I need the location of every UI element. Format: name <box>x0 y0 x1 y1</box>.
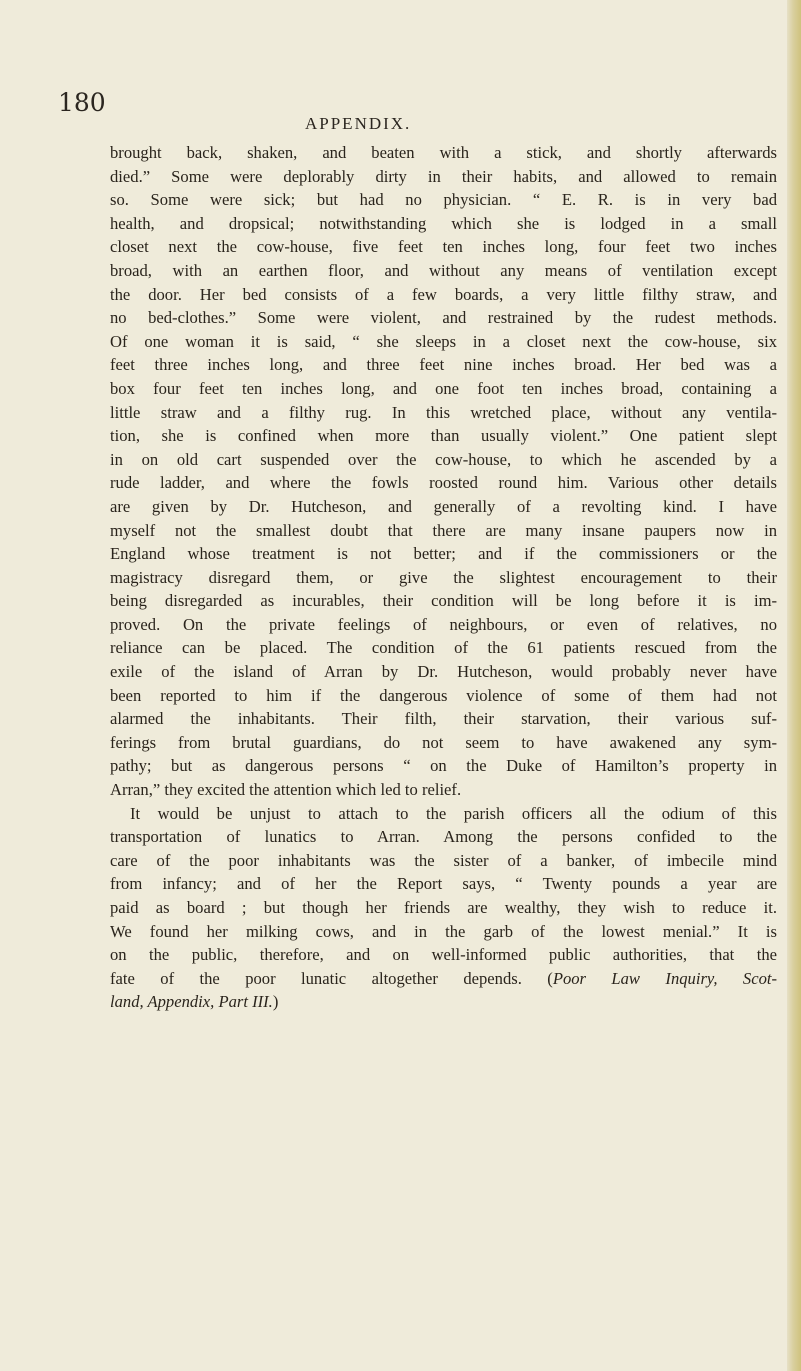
page-number: 180 <box>58 88 106 117</box>
paragraph-end-line: Arran,” they excited the attention which led to relief. <box>110 780 462 800</box>
text-line: We found her milking cows, and in the garb of the lowest menial.” It is <box>110 921 777 941</box>
text-line: Of one woman it is said, “ she sleeps in a closet next the cow-house, six <box>110 331 777 351</box>
text-line: closet next the cow-house, five feet ten inches long, four feet two inches <box>110 237 777 257</box>
text-line: little straw and a filthy rug. In this wretched place, without any ventila- <box>110 402 777 422</box>
text-line: myself not the smallest doubt that there are many insane paupers now in <box>110 520 777 540</box>
citation-source-detail: land, Appendix, Part III. <box>110 992 273 1012</box>
text-line: in on old cart suspended over the cow-house, to which he ascended by a <box>110 449 777 469</box>
text-line: exile of the island of Arran by Dr. Hutcheson, would probably never have <box>110 662 777 682</box>
text-line: care of the poor inhabitants was the sister of a banker, of imbecile mind <box>110 850 777 870</box>
citation-lead-text: fate of the poor lunatic altogether depends. ( <box>110 968 553 988</box>
text-line: no bed-clothes.” Some were violent, and restrained by the rudest methods. <box>110 308 777 328</box>
page-edge-shadow <box>787 0 801 1371</box>
text-line: being disregarded as incurables, their condition will be long before it is im- <box>110 591 777 611</box>
text-line: been reported to him if the dangerous violence of some of them had not <box>110 685 777 705</box>
text-line: feet three inches long, and three feet nine inches broad. Her bed was a <box>110 355 777 375</box>
text-line: box four feet ten inches long, and one foot ten inches broad, containing a <box>110 378 777 398</box>
text-line: brought back, shaken, and beaten with a stick, and shortly afterwards <box>110 143 777 162</box>
text-line: magistracy disregard them, or give the slightest encouragement to their <box>110 567 777 587</box>
citation-source-title: Poor Law Inquiry, Scot- <box>552 968 778 988</box>
citation-line <box>110 967 777 991</box>
text-line: health, and dropsical; notwithstanding which she is lodged in a small <box>110 213 777 233</box>
text-line: transportation of lunatics to Arran. Among the persons confided to the <box>110 827 777 847</box>
citation-end-line <box>110 990 777 1014</box>
text-line: pathy; but as dangerous persons “ on the Duke of Hamilton’s property in <box>110 756 777 776</box>
text-line: on the public, therefore, and on well-informed public authorities, that the <box>110 945 777 965</box>
text-line: from infancy; and of her the Report says, “ Twenty pounds a year are <box>110 874 777 894</box>
text-line: broad, with an earthen floor, and without any means of ventilation except <box>110 260 777 280</box>
text-line: tion, she is confined when more than usually violent.” One patient slept <box>110 426 777 446</box>
text-line: the door. Her bed consists of a few boards, a very little filthy straw, and <box>110 284 777 304</box>
text-line: are given by Dr. Hutcheson, and generally of a revolting kind. I have <box>110 496 777 516</box>
text-line: so. Some were sick; but had no physician. “ E. R. is in very bad <box>110 190 777 210</box>
text-line: rude ladder, and where the fowls roosted round him. Various other details <box>110 473 777 493</box>
text-line: reliance can be placed. The condition of the 61 patients rescued from the <box>110 638 777 658</box>
body-text <box>110 141 777 1014</box>
text-line: died.” Some were deplorably dirty in their habits, and allowed to remain <box>110 166 777 186</box>
text-line: proved. On the private feelings of neighbours, or even of relatives, no <box>110 614 777 634</box>
paragraph-start-line: It would be unjust to attach to the parish officers all the odium of this <box>130 803 777 823</box>
text-line: ferings from brutal guardians, do not seem to have awakened any sym- <box>110 732 777 752</box>
text-line: alarmed the inhabitants. Their filth, their starvation, their various suf- <box>110 709 777 729</box>
running-head: APPENDIX. <box>305 114 412 133</box>
text-line: paid as board ; but though her friends are wealthy, they wish to reduce it. <box>110 898 777 917</box>
citation-close-paren: ) <box>272 992 279 1012</box>
text-line: England whose treatment is not better; and if the commissioners or the <box>110 544 777 564</box>
